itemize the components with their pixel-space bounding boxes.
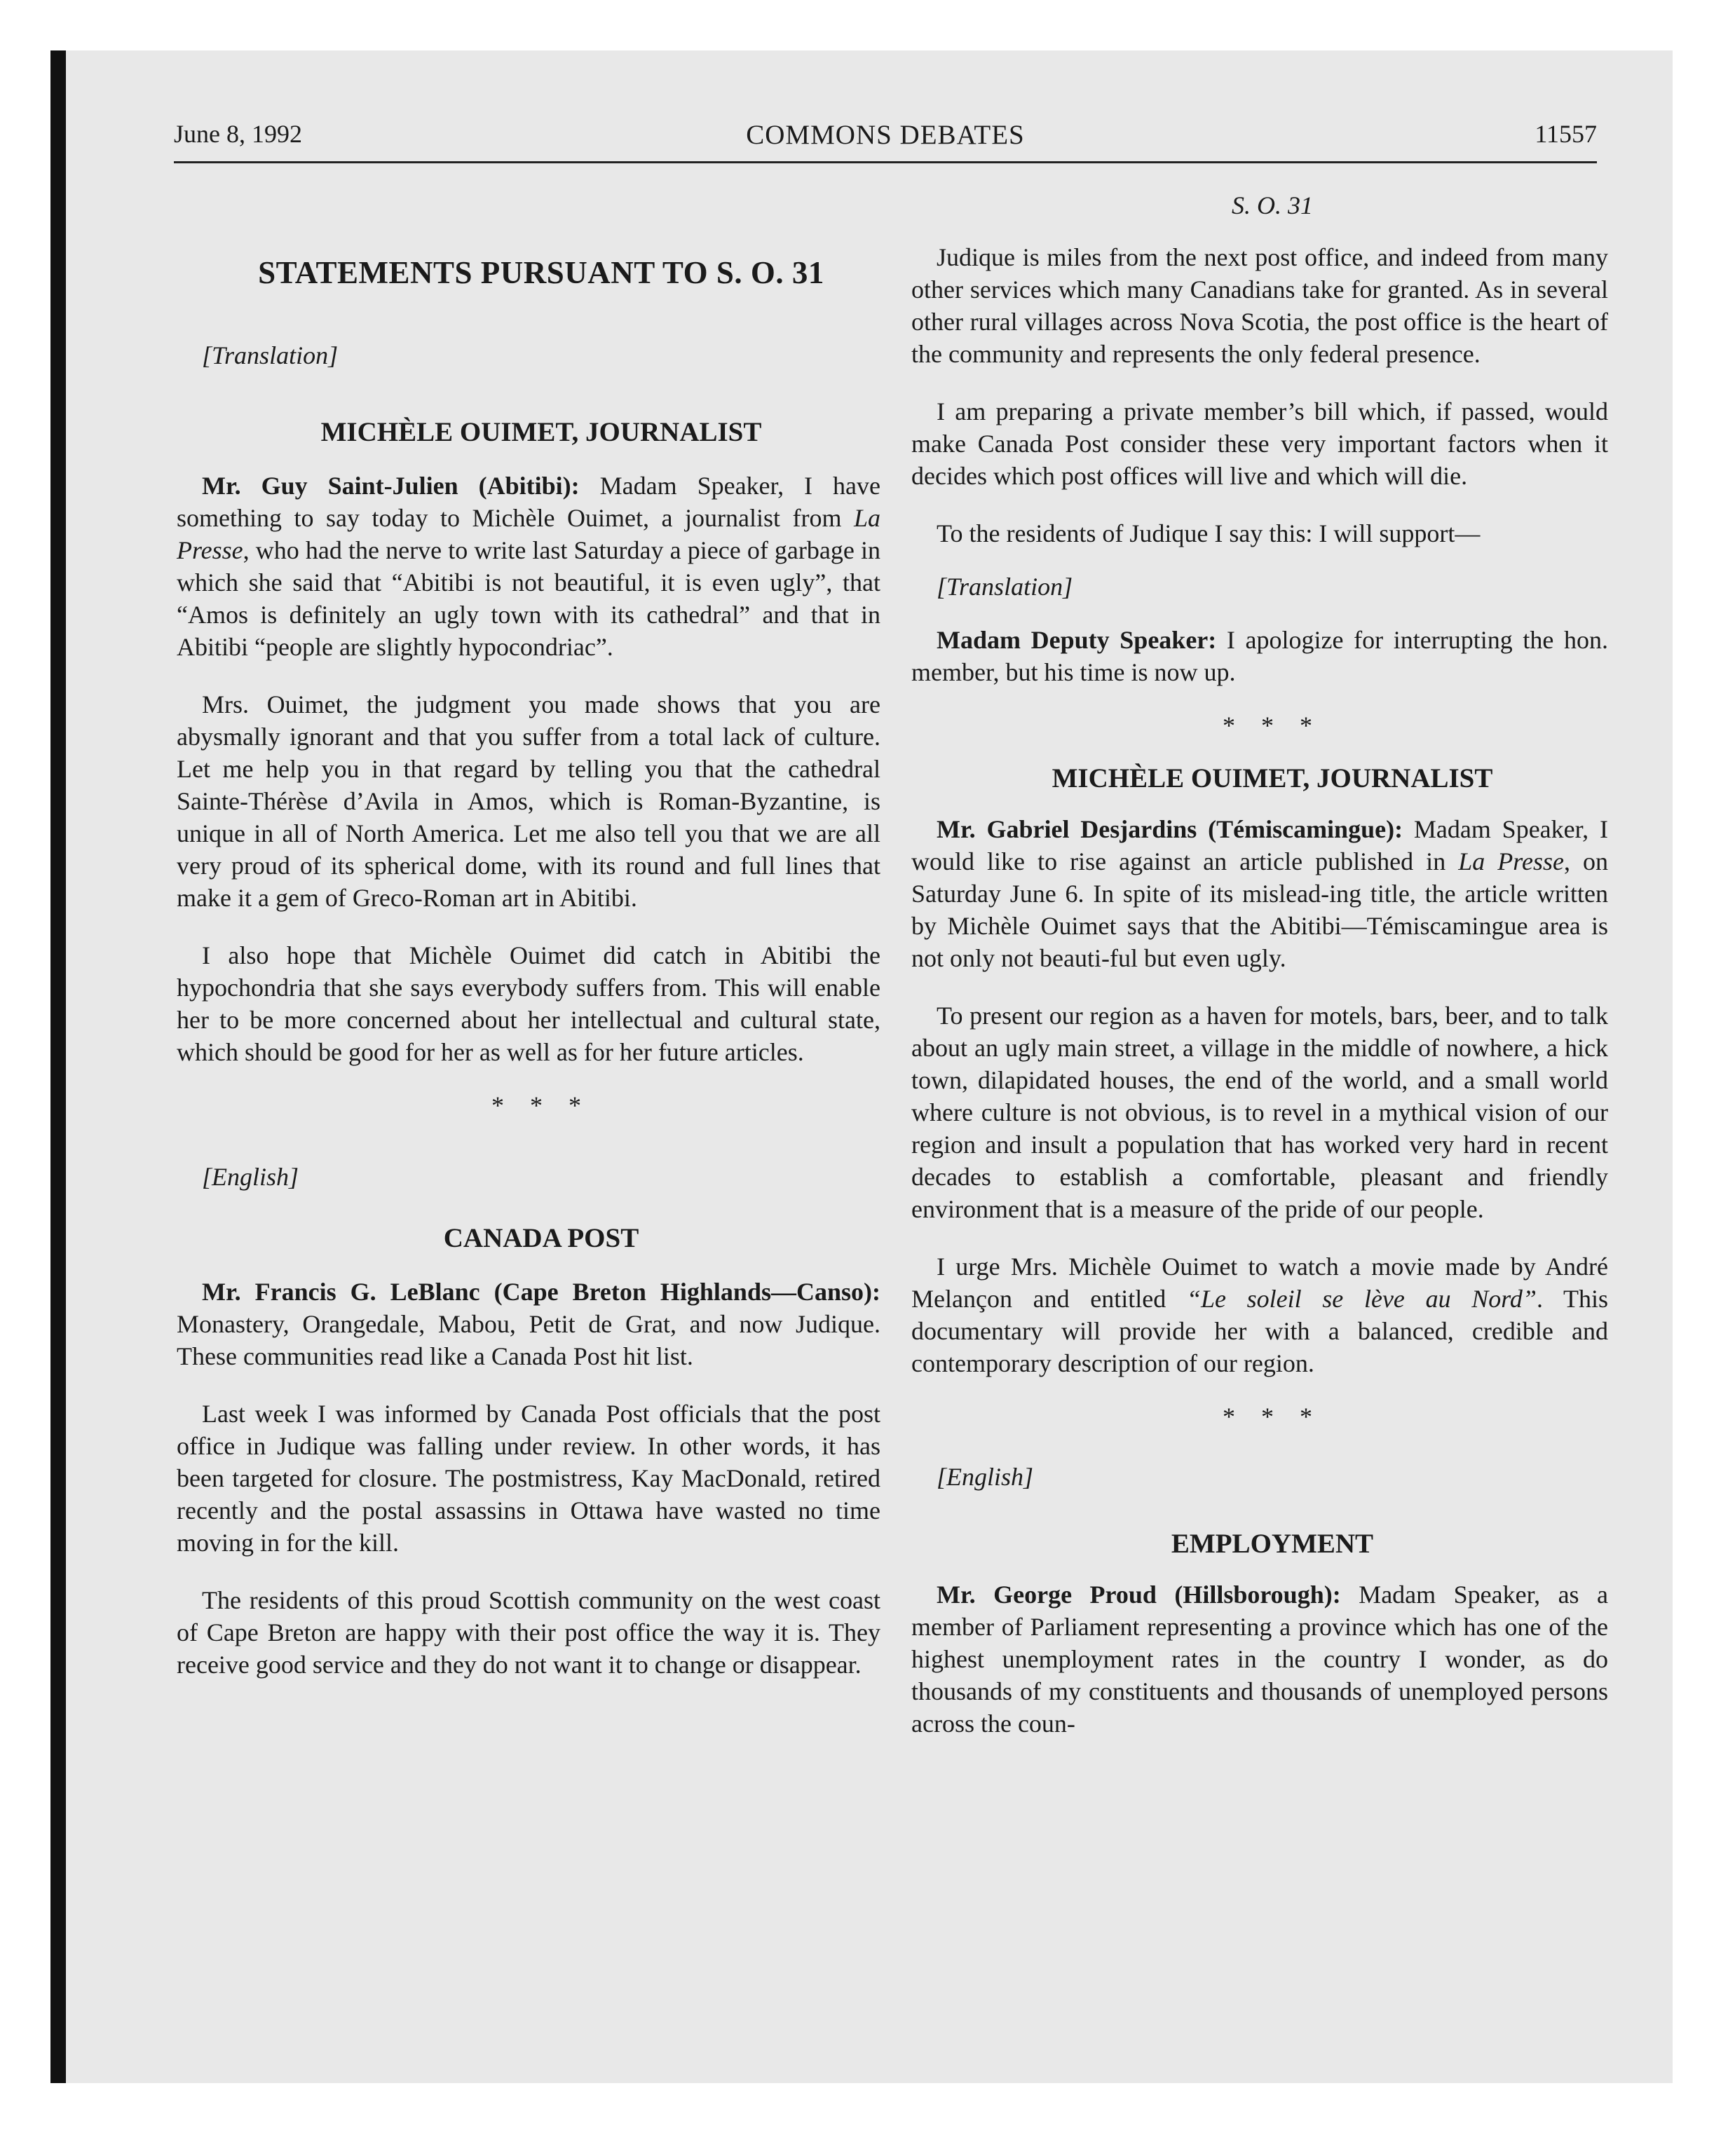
text-run: , who had the nerve to write last Saturday a piece of garbage in which she said that “Abitibi is not beautiful, it is even ugly”, that “Amos is definitely an ugly town with its cathedral” and that in Abitibi “people are slightly hypocondriac”. [177, 536, 880, 661]
scan-edge-bar [50, 50, 66, 2083]
speaker-name: Madam Deputy Speaker: [937, 626, 1217, 654]
header-title: COMMONS DEBATES [746, 120, 1025, 150]
english-note: [English] [202, 1163, 299, 1191]
paragraph [911, 813, 1608, 974]
speaker-name: Mr. Gabriel Desjardins (Témiscamingue): [937, 815, 1403, 843]
translation-note: [Translation] [202, 341, 339, 369]
paragraph: To the residents of Judique I say this: I will support— [937, 519, 1481, 547]
paragraph: The residents of this proud Scottish community on the west coast of Cape Breton are happy with their post office the way it is. They receive good service and they do not want it to change or disappear. [177, 1586, 880, 1679]
paragraph [911, 1250, 1608, 1379]
text-run: Madam Speaker, I would like to rise against an article published in [911, 815, 1608, 875]
paragraph [911, 624, 1608, 688]
text-run: Monastery, Orangedale, Mabou, Petit de Grat, and now Judique. These communities read like a Canada Post hit list. [177, 1310, 880, 1370]
section-title: MICHÈLE OUIMET, JOURNALIST [1052, 763, 1493, 793]
section-title: MICHÈLE OUIMET, JOURNALIST [320, 417, 762, 447]
section-divider: * * * [1223, 1403, 1322, 1431]
paragraph: I also hope that Michèle Ouimet did catch in Abitibi the hypochondria that she says everybody suffers from. This will enable her to be more concerned about her intellectual and cultural state, which should be good for her as well as for her future articles. [177, 941, 880, 1066]
publication-title: La Presse [177, 504, 880, 564]
paragraph: I am preparing a private member’s bill which, if passed, would make Canada Post consider these very important factors when it decides which post offices will live and which will die. [911, 397, 1608, 490]
text-run: Madam Speaker, as a member of Parliament representing a province which has one of the highest unemployment rates in the country I wonder, as do thousands of my constituents and thousands of unemployed persons across the coun- [911, 1581, 1608, 1738]
section-title: CANADA POST [443, 1223, 639, 1253]
section-divider: * * * [1223, 711, 1322, 739]
paragraph: To present our region as a haven for motels, bars, beer, and to talk about an ugly main street, a village in the middle of nowhere, a hick town, dilapidated houses, the end of the world, and a small world where culture is not obvious, is to revel in a mythical vision of our region and insult a population that has worked very hard in recent decades to establish a comfortable, pleasant and friendly environment that is a measure of the pride of our people. [911, 1002, 1608, 1223]
speaker-name: Mr. Francis G. LeBlanc (Cape Breton Highlands—Canso): [202, 1278, 880, 1306]
speaker-name: Mr. Guy Saint-Julien (Abitibi): [202, 472, 580, 500]
translation-note: [Translation] [937, 573, 1073, 601]
section-heading: STATEMENTS PURSUANT TO S. O. 31 [258, 255, 824, 290]
page-header [174, 119, 1597, 161]
left-column [177, 189, 880, 1681]
section-title: EMPLOYMENT [1171, 1529, 1374, 1559]
text-run: , on Saturday June 6. In spite of its mislead-ing title, the article written by Michèle Ouimet says that the Abitibi—Témiscamingue area is not only not beauti-ful but even ugly. [911, 847, 1608, 972]
section-divider: * * * [491, 1091, 591, 1119]
paragraph [911, 1578, 1608, 1740]
header-date: June 8, 1992 [174, 120, 302, 148]
film-title: “Le soleil se lève au Nord” [1186, 1285, 1537, 1313]
running-head: S. O. 31 [1232, 191, 1313, 219]
speaker-name: Mr. George Proud (Hillsborough): [937, 1581, 1341, 1609]
text-run: I apologize for interrupting the hon. member, but his time is now up. [911, 626, 1608, 686]
paragraph [177, 1276, 880, 1372]
paragraph [177, 470, 880, 663]
paragraph: Mrs. Ouimet, the judgment you made shows that you are abysmally ignorant and that you suffer from a total lack of culture. Let me help you in that regard by telling you that the cathedral Sainte-Thérèse d’Avila in Amos, which is Roman-Byzantine, is unique in all of North America. Let me also tell you that we are all very proud of its spherical dome, with its round and full lines that make it a gem of Greco-Roman art in Abitibi. [177, 690, 880, 912]
header-page-number: 11557 [1535, 120, 1597, 148]
header-rule [174, 161, 1597, 163]
paragraph: Last week I was informed by Canada Post officials that the post office in Judique was falling under review. In other words, it has been targeted for closure. The postmistress, Kay MacDonald, retired recently and the postal assassins in Ottawa have wasted no time moving in for the kill. [177, 1400, 880, 1557]
english-note: [English] [937, 1463, 1034, 1491]
text-run: I urge Mrs. Michèle Ouimet to watch a movie made by André Melançon and entitled [911, 1253, 1608, 1313]
text-run: Madam Speaker, I have something to say today to Michèle Ouimet, a journalist from [177, 472, 880, 532]
paragraph: Judique is miles from the next post office, and indeed from many other services which many Canadians take for granted. As in several other rural villages across Nova Scotia, the post office is the heart of the community and represents the only federal presence. [911, 243, 1608, 368]
right-column [911, 189, 1608, 1740]
publication-title: La Presse [1458, 847, 1564, 875]
text-run: . This documentary will provide her with a balanced, credible and contemporary description of our region. [911, 1285, 1608, 1377]
